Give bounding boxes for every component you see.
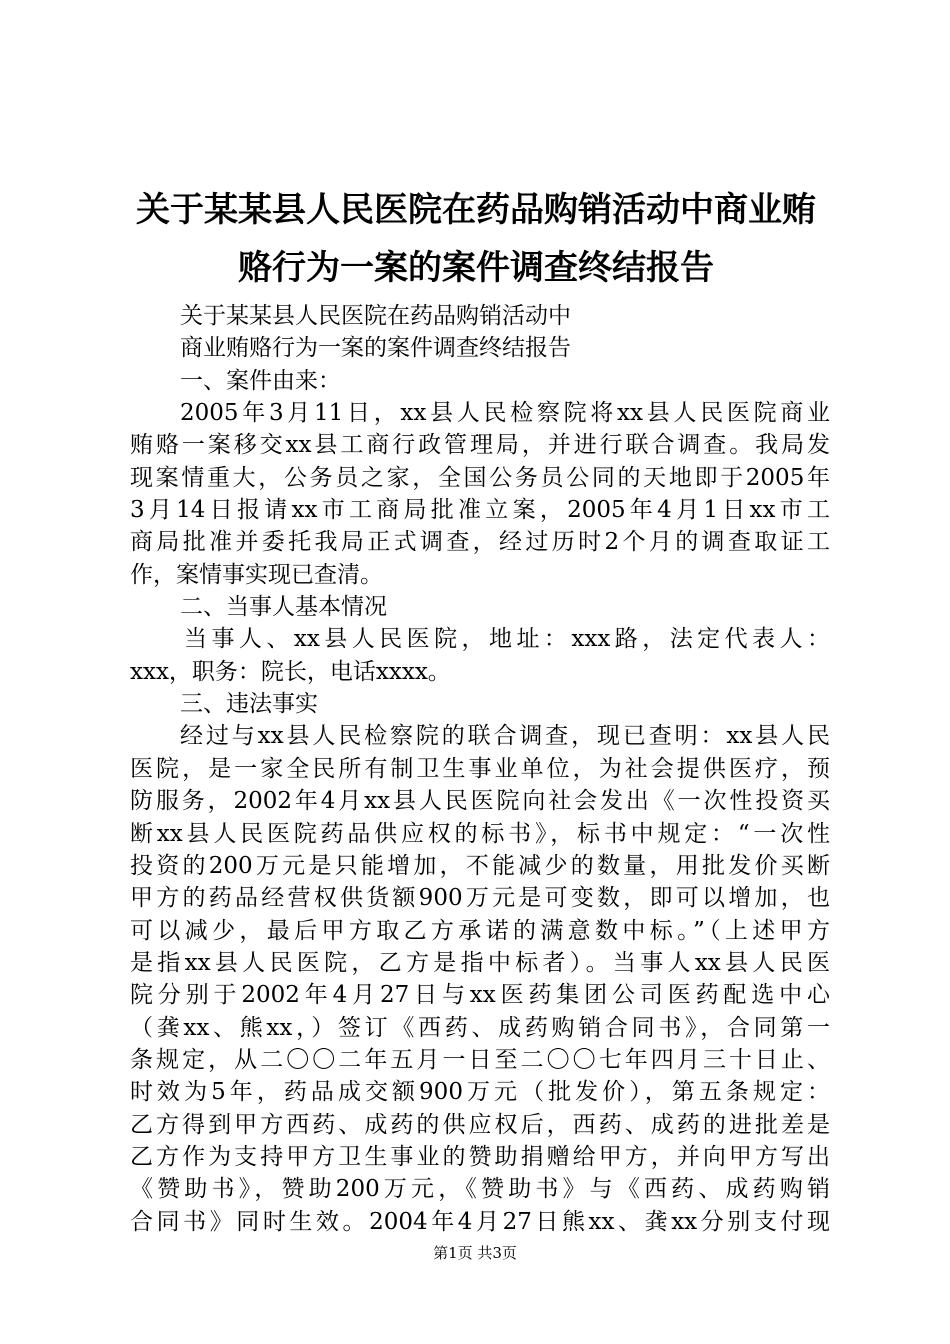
- section-heading-2: 二、当事人基本情况: [180, 594, 387, 621]
- paragraph-line: 时效为5年，药品成交额900万元（批发价），第五条规定：: [130, 1079, 830, 1106]
- paragraph-line: （龚xx、熊xx，）签订《西药、成药购销合同书》，合同第一: [130, 1014, 830, 1041]
- paragraph-line: 条规定，从二〇〇二年五月一日至二〇〇七年四月三十日止、: [130, 1046, 830, 1073]
- paragraph-line: 3月14日报请xx市工商局批准立案，2005年4月1日xx市工: [130, 497, 830, 524]
- paragraph-line: 商局批准并委托我局正式调查，经过历时2个月的调查取证工: [130, 529, 830, 556]
- subtitle-line-2: 商业贿赂行为一案的案件调查终结报告: [180, 335, 571, 362]
- paragraph-line: xxx，职务：院长，电话xxxx。: [130, 658, 451, 685]
- document-title-line-2: 赂行为一案的案件调查终结报告: [238, 248, 714, 288]
- paragraph-line: 经过与xx县人民检察院的联合调查，现已查明：xx县人民: [180, 723, 830, 750]
- page-footer: 第1页 共3页: [433, 1244, 517, 1262]
- document-title-line-1: 关于某某县人民医院在药品购销活动中商业贿: [136, 190, 816, 230]
- subtitle-line-1: 关于某某县人民医院在药品购销活动中: [180, 303, 571, 329]
- paragraph-line: 甲方的药品经营权供货额900万元是可变数，即可以增加，也: [130, 885, 830, 912]
- paragraph-line: 2005年3月11日，xx县人民检察院将xx县人民医院商业: [180, 400, 830, 427]
- paragraph-line: 可以减少，最后甲方取乙方承诺的满意数中标。”（上述甲方: [130, 917, 830, 944]
- paragraph-line: 乙方得到甲方西药、成药的供应权后，西药、成药的进批差是: [130, 1111, 830, 1138]
- paragraph-line: 当事人、xx县人民医院，地址：xxx路，法定代表人：: [184, 626, 830, 653]
- section-heading-3: 三、违法事实: [180, 691, 318, 718]
- paragraph-line: 投资的200万元是只能增加，不能减少的数量，用批发价买断: [130, 852, 830, 879]
- paragraph-line: 防服务，2002年4月xx县人民医院向社会发出《一次性投资买: [130, 788, 830, 815]
- paragraph-line: 乙方作为支持甲方卫生事业的赞助捐赠给甲方，并向甲方写出: [130, 1143, 830, 1170]
- paragraph-line: 医院，是一家全民所有制卫生事业单位，为社会提供医疗，预: [130, 755, 830, 782]
- paragraph-line: 现案情重大，公务员之家，全国公务员公同的天地即于2005年: [130, 464, 830, 491]
- paragraph-line: 合同书》同时生效。2004年4月27日熊xx、龚xx分别支付现: [130, 1208, 830, 1235]
- paragraph-line: 贿赂一案移交xx县工商行政管理局，并进行联合调查。我局发: [130, 432, 830, 459]
- paragraph-line: 是指xx县人民医院，乙方是指中标者）。当事人xx县人民医: [130, 949, 830, 976]
- paragraph-line: 作，案情事实现已查清。: [130, 561, 383, 588]
- paragraph-line: 《赞助书》，赞助200万元，《赞助书》与《西药、成药购销: [130, 1176, 830, 1203]
- paragraph-line: 院分别于2002年4月27日与xx医药集团公司医药配选中心: [130, 982, 830, 1009]
- paragraph-line: 断xx县人民医院药品供应权的标书》，标书中规定：“一次性: [130, 820, 830, 847]
- section-heading-1: 一、案件由来：: [180, 367, 341, 394]
- document-body: [130, 300, 830, 1238]
